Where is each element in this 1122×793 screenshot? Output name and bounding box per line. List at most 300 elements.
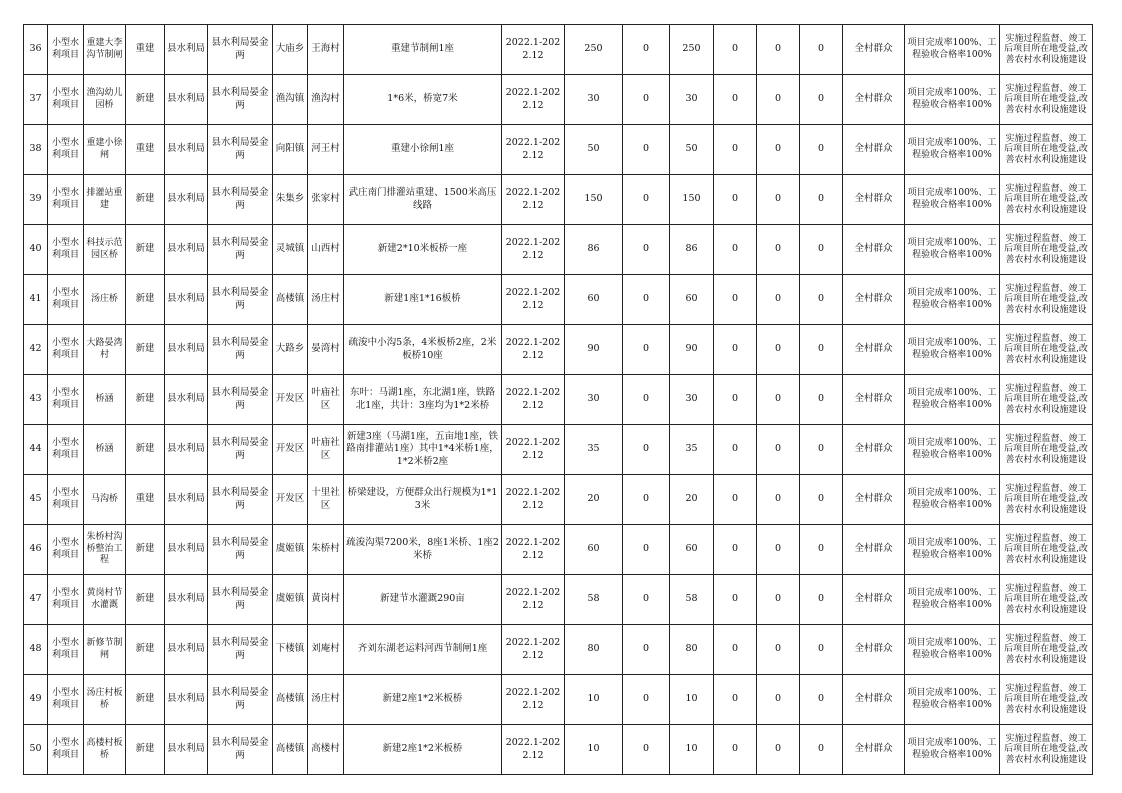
town: 朱集乡 [273, 175, 308, 225]
project-type: 小型水利项目 [48, 375, 84, 425]
project-type: 小型水利项目 [48, 725, 84, 775]
funds-a: 0 [623, 475, 670, 525]
construction-content: 新建节水灌溉290亩 [344, 575, 502, 625]
funds-a: 0 [623, 725, 670, 775]
construction-period: 2022.1-2022.12 [502, 425, 565, 475]
responsible-person: 县水利局晏金两 [208, 225, 273, 275]
row-number: 44 [24, 425, 48, 475]
responsible-person: 县水利局晏金两 [208, 125, 273, 175]
construction-period: 2022.1-2022.12 [502, 525, 565, 575]
table-body [24, 25, 1093, 775]
beneficiary: 全村群众 [843, 425, 905, 475]
town: 向阳镇 [273, 125, 308, 175]
funds-b: 35 [670, 425, 714, 475]
row-number: 50 [24, 725, 48, 775]
funds-b: 30 [670, 75, 714, 125]
construction-content: 新建3座（马湖1座，五亩地1座，铁路南排灌站1座）其中1*4米桥1座，1*2米桥2座 [344, 425, 502, 475]
responsible-dept: 县水利局 [165, 25, 208, 75]
funds-a: 0 [623, 625, 670, 675]
responsible-dept: 县水利局 [165, 275, 208, 325]
construction-period: 2022.1-2022.12 [502, 175, 565, 225]
funds-b: 60 [670, 525, 714, 575]
row-number: 49 [24, 675, 48, 725]
beneficiary: 全村群众 [843, 475, 905, 525]
table-row [24, 375, 1093, 425]
responsible-dept: 县水利局 [165, 375, 208, 425]
beneficiary: 全村群众 [843, 75, 905, 125]
funds-d: 0 [757, 425, 800, 475]
responsible-person: 县水利局晏金两 [208, 625, 273, 675]
funds-c: 0 [714, 625, 757, 675]
construction-period: 2022.1-2022.12 [502, 125, 565, 175]
row-number: 36 [24, 25, 48, 75]
village: 张家村 [308, 175, 344, 225]
benefit-mechanism: 实施过程监督、竣工后项目所在地受益,改善农村水利设施建设 [1000, 175, 1093, 225]
responsible-dept: 县水利局 [165, 75, 208, 125]
responsible-person: 县水利局晏金两 [208, 325, 273, 375]
beneficiary: 全村群众 [843, 725, 905, 775]
construction-nature: 新建 [126, 75, 165, 125]
town: 高楼镇 [273, 725, 308, 775]
responsible-person: 县水利局晏金两 [208, 725, 273, 775]
benefit-mechanism: 实施过程监督、竣工后项目所在地受益,改善农村水利设施建设 [1000, 475, 1093, 525]
total-funds: 90 [565, 325, 623, 375]
row-number: 37 [24, 75, 48, 125]
beneficiary: 全村群众 [843, 675, 905, 725]
town: 渔沟镇 [273, 75, 308, 125]
construction-content: 新建1座1*16板桥 [344, 275, 502, 325]
village: 叶庙社区 [308, 375, 344, 425]
town: 高楼镇 [273, 675, 308, 725]
village: 河王村 [308, 125, 344, 175]
construction-nature: 重建 [126, 125, 165, 175]
construction-content: 武庄南门排灌站重建、1500米高压线路 [344, 175, 502, 225]
responsible-dept: 县水利局 [165, 225, 208, 275]
funds-c: 0 [714, 575, 757, 625]
funds-c: 0 [714, 25, 757, 75]
responsible-dept: 县水利局 [165, 625, 208, 675]
performance-target: 项目完成率100%、工程验收合格率100% [905, 125, 1000, 175]
row-number: 39 [24, 175, 48, 225]
funds-a: 0 [623, 425, 670, 475]
row-number: 46 [24, 525, 48, 575]
row-number: 41 [24, 275, 48, 325]
construction-content: 1*6米，桥宽7米 [344, 75, 502, 125]
funds-e: 0 [800, 575, 843, 625]
funds-d: 0 [757, 125, 800, 175]
project-name: 朱桥村沟桥整治工程 [84, 525, 126, 575]
responsible-person: 县水利局晏金两 [208, 525, 273, 575]
responsible-person: 县水利局晏金两 [208, 25, 273, 75]
construction-period: 2022.1-2022.12 [502, 225, 565, 275]
funds-e: 0 [800, 725, 843, 775]
funds-d: 0 [757, 675, 800, 725]
construction-content: 齐刘东湖老运料河西节制闸1座 [344, 625, 502, 675]
responsible-dept: 县水利局 [165, 525, 208, 575]
funds-e: 0 [800, 125, 843, 175]
responsible-dept: 县水利局 [165, 325, 208, 375]
responsible-person: 县水利局晏金两 [208, 675, 273, 725]
beneficiary: 全村群众 [843, 225, 905, 275]
funds-b: 50 [670, 125, 714, 175]
funds-a: 0 [623, 25, 670, 75]
funds-c: 0 [714, 275, 757, 325]
project-name: 桥涵 [84, 375, 126, 425]
funds-d: 0 [757, 275, 800, 325]
funds-c: 0 [714, 325, 757, 375]
funds-c: 0 [714, 525, 757, 575]
responsible-person: 县水利局晏金两 [208, 575, 273, 625]
total-funds: 250 [565, 25, 623, 75]
project-name: 汤庄村板桥 [84, 675, 126, 725]
performance-target: 项目完成率100%、工程验收合格率100% [905, 725, 1000, 775]
town: 虞姬镇 [273, 575, 308, 625]
project-type: 小型水利项目 [48, 425, 84, 475]
funds-d: 0 [757, 175, 800, 225]
construction-content: 桥梁建设，方便群众出行规模为1*13米 [344, 475, 502, 525]
funds-b: 250 [670, 25, 714, 75]
town: 虞姬镇 [273, 525, 308, 575]
performance-target: 项目完成率100%、工程验收合格率100% [905, 25, 1000, 75]
funds-c: 0 [714, 425, 757, 475]
total-funds: 86 [565, 225, 623, 275]
responsible-dept: 县水利局 [165, 425, 208, 475]
row-number: 40 [24, 225, 48, 275]
construction-period: 2022.1-2022.12 [502, 475, 565, 525]
village: 高楼村 [308, 725, 344, 775]
beneficiary: 全村群众 [843, 125, 905, 175]
benefit-mechanism: 实施过程监督、竣工后项目所在地受益,改善农村水利设施建设 [1000, 675, 1093, 725]
project-name: 马沟桥 [84, 475, 126, 525]
funds-a: 0 [623, 525, 670, 575]
performance-target: 项目完成率100%、工程验收合格率100% [905, 325, 1000, 375]
funds-c: 0 [714, 125, 757, 175]
funds-e: 0 [800, 625, 843, 675]
construction-content: 重建节制闸1座 [344, 25, 502, 75]
construction-content: 新建2*10米板桥一座 [344, 225, 502, 275]
funds-c: 0 [714, 375, 757, 425]
performance-target: 项目完成率100%、工程验收合格率100% [905, 175, 1000, 225]
row-number: 42 [24, 325, 48, 375]
total-funds: 60 [565, 525, 623, 575]
construction-nature: 重建 [126, 25, 165, 75]
project-table-page [23, 24, 1093, 775]
row-number: 45 [24, 475, 48, 525]
funds-b: 150 [670, 175, 714, 225]
funds-e: 0 [800, 225, 843, 275]
total-funds: 20 [565, 475, 623, 525]
construction-period: 2022.1-2022.12 [502, 325, 565, 375]
total-funds: 60 [565, 275, 623, 325]
project-name: 桥涵 [84, 425, 126, 475]
funds-e: 0 [800, 675, 843, 725]
table-row [24, 75, 1093, 125]
funds-a: 0 [623, 575, 670, 625]
performance-target: 项目完成率100%、工程验收合格率100% [905, 675, 1000, 725]
responsible-dept: 县水利局 [165, 475, 208, 525]
project-name: 科技示范园区桥 [84, 225, 126, 275]
construction-period: 2022.1-2022.12 [502, 675, 565, 725]
project-name: 重建小徐闸 [84, 125, 126, 175]
total-funds: 150 [565, 175, 623, 225]
village: 叶庙社区 [308, 425, 344, 475]
responsible-person: 县水利局晏金两 [208, 75, 273, 125]
town: 大庙乡 [273, 25, 308, 75]
beneficiary: 全村群众 [843, 375, 905, 425]
construction-nature: 新建 [126, 275, 165, 325]
construction-period: 2022.1-2022.12 [502, 75, 565, 125]
project-type: 小型水利项目 [48, 25, 84, 75]
responsible-dept: 县水利局 [165, 125, 208, 175]
performance-target: 项目完成率100%、工程验收合格率100% [905, 525, 1000, 575]
benefit-mechanism: 实施过程监督、竣工后项目所在地受益,改善农村水利设施建设 [1000, 725, 1093, 775]
responsible-person: 县水利局晏金两 [208, 475, 273, 525]
project-type: 小型水利项目 [48, 575, 84, 625]
village: 黄岗村 [308, 575, 344, 625]
construction-nature: 新建 [126, 525, 165, 575]
project-table [23, 24, 1093, 775]
performance-target: 项目完成率100%、工程验收合格率100% [905, 225, 1000, 275]
town: 高楼镇 [273, 275, 308, 325]
construction-content: 疏浚沟渠7200米，8座1米桥、1座2米桥 [344, 525, 502, 575]
total-funds: 30 [565, 75, 623, 125]
project-type: 小型水利项目 [48, 275, 84, 325]
village: 汤庄村 [308, 675, 344, 725]
project-type: 小型水利项目 [48, 125, 84, 175]
table-row [24, 175, 1093, 225]
total-funds: 10 [565, 725, 623, 775]
funds-a: 0 [623, 75, 670, 125]
project-name: 高楼村板桥 [84, 725, 126, 775]
town: 开发区 [273, 375, 308, 425]
village: 山西村 [308, 225, 344, 275]
funds-b: 90 [670, 325, 714, 375]
project-type: 小型水利项目 [48, 625, 84, 675]
table-row [24, 475, 1093, 525]
village: 朱桥村 [308, 525, 344, 575]
funds-b: 58 [670, 575, 714, 625]
funds-e: 0 [800, 325, 843, 375]
project-name: 重建大李沟节制闸 [84, 25, 126, 75]
responsible-dept: 县水利局 [165, 725, 208, 775]
construction-content: 新建2座1*2米板桥 [344, 725, 502, 775]
project-type: 小型水利项目 [48, 75, 84, 125]
total-funds: 10 [565, 675, 623, 725]
beneficiary: 全村群众 [843, 275, 905, 325]
table-row [24, 625, 1093, 675]
funds-b: 86 [670, 225, 714, 275]
project-type: 小型水利项目 [48, 675, 84, 725]
funds-c: 0 [714, 475, 757, 525]
funds-c: 0 [714, 225, 757, 275]
table-row [24, 725, 1093, 775]
funds-d: 0 [757, 325, 800, 375]
benefit-mechanism: 实施过程监督、竣工后项目所在地受益,改善农村水利设施建设 [1000, 275, 1093, 325]
table-row [24, 25, 1093, 75]
beneficiary: 全村群众 [843, 25, 905, 75]
total-funds: 58 [565, 575, 623, 625]
project-type: 小型水利项目 [48, 325, 84, 375]
project-name: 新修节制闸 [84, 625, 126, 675]
total-funds: 80 [565, 625, 623, 675]
town: 下楼镇 [273, 625, 308, 675]
performance-target: 项目完成率100%、工程验收合格率100% [905, 475, 1000, 525]
performance-target: 项目完成率100%、工程验收合格率100% [905, 275, 1000, 325]
table-row [24, 275, 1093, 325]
funds-c: 0 [714, 75, 757, 125]
beneficiary: 全村群众 [843, 175, 905, 225]
construction-period: 2022.1-2022.12 [502, 375, 565, 425]
performance-target: 项目完成率100%、工程验收合格率100% [905, 625, 1000, 675]
village: 十里社区 [308, 475, 344, 525]
construction-nature: 新建 [126, 325, 165, 375]
town: 开发区 [273, 475, 308, 525]
benefit-mechanism: 实施过程监督、竣工后项目所在地受益,改善农村水利设施建设 [1000, 75, 1093, 125]
responsible-person: 县水利局晏金两 [208, 375, 273, 425]
funds-b: 80 [670, 625, 714, 675]
construction-nature: 新建 [126, 425, 165, 475]
performance-target: 项目完成率100%、工程验收合格率100% [905, 375, 1000, 425]
construction-content: 东叶：马湖1座，东北湖1座，铁路北1座，共计：3座均为1*2米桥 [344, 375, 502, 425]
construction-nature: 新建 [126, 175, 165, 225]
table-row [24, 525, 1093, 575]
village: 汤庄村 [308, 275, 344, 325]
project-type: 小型水利项目 [48, 525, 84, 575]
table-row [24, 425, 1093, 475]
funds-d: 0 [757, 725, 800, 775]
construction-period: 2022.1-2022.12 [502, 625, 565, 675]
responsible-person: 县水利局晏金两 [208, 175, 273, 225]
benefit-mechanism: 实施过程监督、竣工后项目所在地受益,改善农村水利设施建设 [1000, 525, 1093, 575]
town: 灵城镇 [273, 225, 308, 275]
construction-content: 重建小徐闸1座 [344, 125, 502, 175]
funds-b: 60 [670, 275, 714, 325]
funds-a: 0 [623, 675, 670, 725]
funds-a: 0 [623, 375, 670, 425]
funds-b: 30 [670, 375, 714, 425]
funds-b: 20 [670, 475, 714, 525]
funds-a: 0 [623, 275, 670, 325]
construction-nature: 新建 [126, 575, 165, 625]
performance-target: 项目完成率100%、工程验收合格率100% [905, 75, 1000, 125]
village: 晏湾村 [308, 325, 344, 375]
construction-period: 2022.1-2022.12 [502, 575, 565, 625]
table-row [24, 325, 1093, 375]
funds-a: 0 [623, 225, 670, 275]
project-name: 排灌站重建 [84, 175, 126, 225]
table-row [24, 575, 1093, 625]
project-type: 小型水利项目 [48, 475, 84, 525]
funds-b: 10 [670, 675, 714, 725]
funds-e: 0 [800, 375, 843, 425]
total-funds: 50 [565, 125, 623, 175]
funds-a: 0 [623, 175, 670, 225]
funds-a: 0 [623, 325, 670, 375]
beneficiary: 全村群众 [843, 575, 905, 625]
table-row [24, 675, 1093, 725]
benefit-mechanism: 实施过程监督、竣工后项目所在地受益,改善农村水利设施建设 [1000, 575, 1093, 625]
village: 渔沟村 [308, 75, 344, 125]
town: 大路乡 [273, 325, 308, 375]
benefit-mechanism: 实施过程监督、竣工后项目所在地受益,改善农村水利设施建设 [1000, 25, 1093, 75]
performance-target: 项目完成率100%、工程验收合格率100% [905, 425, 1000, 475]
funds-c: 0 [714, 725, 757, 775]
funds-e: 0 [800, 425, 843, 475]
total-funds: 30 [565, 375, 623, 425]
construction-nature: 新建 [126, 675, 165, 725]
benefit-mechanism: 实施过程监督、竣工后项目所在地受益,改善农村水利设施建设 [1000, 625, 1093, 675]
responsible-dept: 县水利局 [165, 575, 208, 625]
construction-nature: 新建 [126, 625, 165, 675]
funds-d: 0 [757, 25, 800, 75]
funds-d: 0 [757, 225, 800, 275]
construction-content: 疏浚中小沟5条，4米板桥2座，2米板桥10座 [344, 325, 502, 375]
construction-nature: 新建 [126, 225, 165, 275]
funds-e: 0 [800, 175, 843, 225]
row-number: 43 [24, 375, 48, 425]
construction-period: 2022.1-2022.12 [502, 275, 565, 325]
funds-e: 0 [800, 475, 843, 525]
benefit-mechanism: 实施过程监督、竣工后项目所在地受益,改善农村水利设施建设 [1000, 425, 1093, 475]
funds-d: 0 [757, 525, 800, 575]
benefit-mechanism: 实施过程监督、竣工后项目所在地受益,改善农村水利设施建设 [1000, 375, 1093, 425]
project-type: 小型水利项目 [48, 225, 84, 275]
construction-period: 2022.1-2022.12 [502, 25, 565, 75]
construction-nature: 新建 [126, 725, 165, 775]
table-row [24, 225, 1093, 275]
funds-e: 0 [800, 275, 843, 325]
benefit-mechanism: 实施过程监督、竣工后项目所在地受益,改善农村水利设施建设 [1000, 125, 1093, 175]
row-number: 47 [24, 575, 48, 625]
responsible-dept: 县水利局 [165, 175, 208, 225]
responsible-person: 县水利局晏金两 [208, 425, 273, 475]
project-name: 黄岗村节水灌溉 [84, 575, 126, 625]
project-name: 汤庄桥 [84, 275, 126, 325]
funds-d: 0 [757, 75, 800, 125]
benefit-mechanism: 实施过程监督、竣工后项目所在地受益,改善农村水利设施建设 [1000, 225, 1093, 275]
funds-b: 10 [670, 725, 714, 775]
village: 刘庵村 [308, 625, 344, 675]
row-number: 48 [24, 625, 48, 675]
funds-d: 0 [757, 575, 800, 625]
project-name: 渔沟幼儿园桥 [84, 75, 126, 125]
funds-c: 0 [714, 675, 757, 725]
benefit-mechanism: 实施过程监督、竣工后项目所在地受益,改善农村水利设施建设 [1000, 325, 1093, 375]
funds-e: 0 [800, 25, 843, 75]
funds-d: 0 [757, 375, 800, 425]
town: 开发区 [273, 425, 308, 475]
performance-target: 项目完成率100%、工程验收合格率100% [905, 575, 1000, 625]
funds-e: 0 [800, 75, 843, 125]
responsible-person: 县水利局晏金两 [208, 275, 273, 325]
total-funds: 35 [565, 425, 623, 475]
construction-content: 新建2座1*2米板桥 [344, 675, 502, 725]
funds-a: 0 [623, 125, 670, 175]
project-type: 小型水利项目 [48, 175, 84, 225]
construction-nature: 重建 [126, 475, 165, 525]
village: 王海村 [308, 25, 344, 75]
funds-d: 0 [757, 625, 800, 675]
funds-c: 0 [714, 175, 757, 225]
project-name: 大路晏湾村 [84, 325, 126, 375]
row-number: 38 [24, 125, 48, 175]
beneficiary: 全村群众 [843, 325, 905, 375]
funds-d: 0 [757, 475, 800, 525]
beneficiary: 全村群众 [843, 625, 905, 675]
responsible-dept: 县水利局 [165, 675, 208, 725]
construction-period: 2022.1-2022.12 [502, 725, 565, 775]
construction-nature: 新建 [126, 375, 165, 425]
